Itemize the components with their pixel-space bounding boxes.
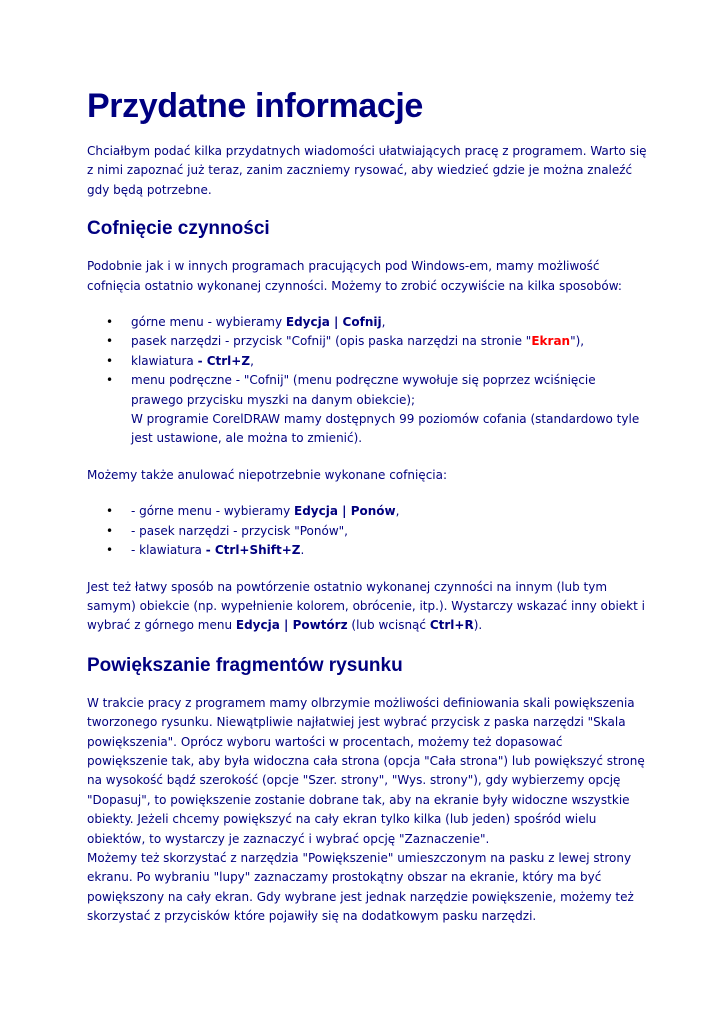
menu-path: Edycja | Powtórz bbox=[235, 618, 348, 633]
list-item-suffix: , bbox=[381, 315, 386, 330]
list-item-text: - pasek narzędzi - przycisk "Ponów", bbox=[131, 523, 348, 538]
undo-paragraph: Podobnie jak i w innych programach pracujących pod Windows-em, mamy możliwość cofnięcia ostatnio wykonanej czynności. Możemy to zrobić oczywiście na kilka sposobów: bbox=[87, 259, 622, 293]
repeat-text: ). bbox=[473, 618, 483, 633]
keyboard-shortcut: Ctrl+R bbox=[429, 618, 474, 633]
list-item bbox=[87, 332, 647, 351]
page-title: Przydatne informacje bbox=[87, 87, 423, 125]
menu-path: Edycja | Cofnij bbox=[285, 315, 382, 330]
undo-methods-list bbox=[87, 313, 647, 449]
list-item-text: - klawiatura bbox=[131, 543, 206, 558]
bullet-icon: • bbox=[106, 523, 114, 538]
bullet-icon: • bbox=[106, 353, 114, 368]
bullet-icon: • bbox=[106, 504, 114, 519]
zoom-paragraph: Możemy też skorzystać z narzędzia "Powiększenie" umieszczonym na pasku z lewej strony ekranu. Po wybraniu "lupy" zaznaczamy prostokątny obszar na ekranie, który ma być powiększony na cały ekran. Gdy wybrane jest jednak narzędzie powiększenie, możemy też skorzystać z przycisków które pojawiły się na dodatkowym pasku narzędzi. bbox=[87, 850, 634, 924]
list-item-text: - górne menu - wybieramy bbox=[131, 504, 295, 519]
list-item bbox=[87, 352, 647, 371]
repeat-paragraph bbox=[87, 578, 647, 636]
keyboard-shortcut: - Ctrl+Shift+Z bbox=[205, 543, 301, 558]
redo-methods-list bbox=[87, 502, 647, 560]
section-heading-undo: Cofnięcie czynności bbox=[87, 218, 270, 240]
repeat-text: Jest też łatwy sposób na powtórzenie ostatnio wykonanej czynności na innym (lub tym samym) obiekcie (np. wypełnienie kolorem, obrócenie, itp.). Wystarczy wskazać inny obiekt i wybrać z górnego menu bbox=[87, 579, 645, 633]
bullet-icon: • bbox=[106, 543, 114, 558]
list-item-note: W programie CorelDRAW mamy dostępnych 99 poziomów cofania (standardowo tyle jest ustawione, ale można to zmienić). bbox=[131, 412, 640, 446]
ekran-link[interactable]: Ekran bbox=[531, 334, 571, 349]
list-item-suffix: . bbox=[300, 543, 305, 558]
document-content bbox=[87, 86, 647, 927]
list-item-suffix: "), bbox=[570, 334, 585, 349]
list-item-suffix: , bbox=[250, 353, 254, 368]
keyboard-shortcut: - Ctrl+Z bbox=[197, 353, 251, 368]
repeat-text: (lub wcisnąć bbox=[347, 618, 430, 633]
intro-paragraph: Chciałbym podać kilka przydatnych wiadomości ułatwiających pracę z programem. Warto się z nimi zapoznać już teraz, zanim zaczniemy rysować, aby wiedzieć gdzie je można znaleźć gdy będą potrzebne. bbox=[87, 144, 647, 197]
menu-path: Edycja | Ponów bbox=[294, 504, 396, 519]
bullet-icon: • bbox=[106, 315, 114, 330]
list-item-text: górne menu - wybieramy bbox=[131, 315, 286, 330]
list-item-suffix: , bbox=[395, 504, 400, 519]
list-item bbox=[87, 502, 647, 521]
list-item bbox=[87, 371, 647, 449]
list-item-text: menu podręczne - "Cofnij" (menu podręczne wywołuje się poprzez wciśnięcie prawego przycisku myszki na danym obiekcie); bbox=[131, 373, 596, 407]
bullet-icon: • bbox=[106, 334, 114, 349]
section-heading-zoom: Powiększanie fragmentów rysunku bbox=[87, 654, 403, 676]
zoom-paragraph: W trakcie pracy z programem mamy olbrzymie możliwości definiowania skali powiększenia tworzonego rysunku. Niewątpliwie najłatwiej jest wybrać przycisk z paska narzędzi "Skala powiększenia". Oprócz wyboru wartości w procentach, możemy też dopasować powiększenie tak, aby była widoczna cała strona (opcja "Cała strona") lub powiększyć stronę na wysokość bądź szerokość (opcje "Szer. strony", "Wys. strony"), gdy wybierzemy opcję "Dopasuj", to powiększenie zostanie dobrane tak, aby na ekranie były widoczne wszystkie obiekty. Jeżeli chcemy powiększyć na cały ekran tylko kilka (lub jeden) spośród wielu obiektów, to wystarczy je zaznaczyć i wybrać opcję "Zaznaczenie". bbox=[87, 695, 645, 846]
list-item-text: klawiatura bbox=[131, 353, 198, 368]
list-item bbox=[87, 541, 647, 560]
list-item bbox=[87, 522, 647, 541]
list-item-text: pasek narzędzi - przycisk "Cofnij" (opis paska narzędzi na stronie " bbox=[131, 334, 532, 349]
bullet-icon: • bbox=[106, 373, 114, 388]
redo-paragraph: Możemy także anulować niepotrzebnie wykonane cofnięcia: bbox=[87, 467, 448, 482]
list-item bbox=[87, 313, 647, 332]
